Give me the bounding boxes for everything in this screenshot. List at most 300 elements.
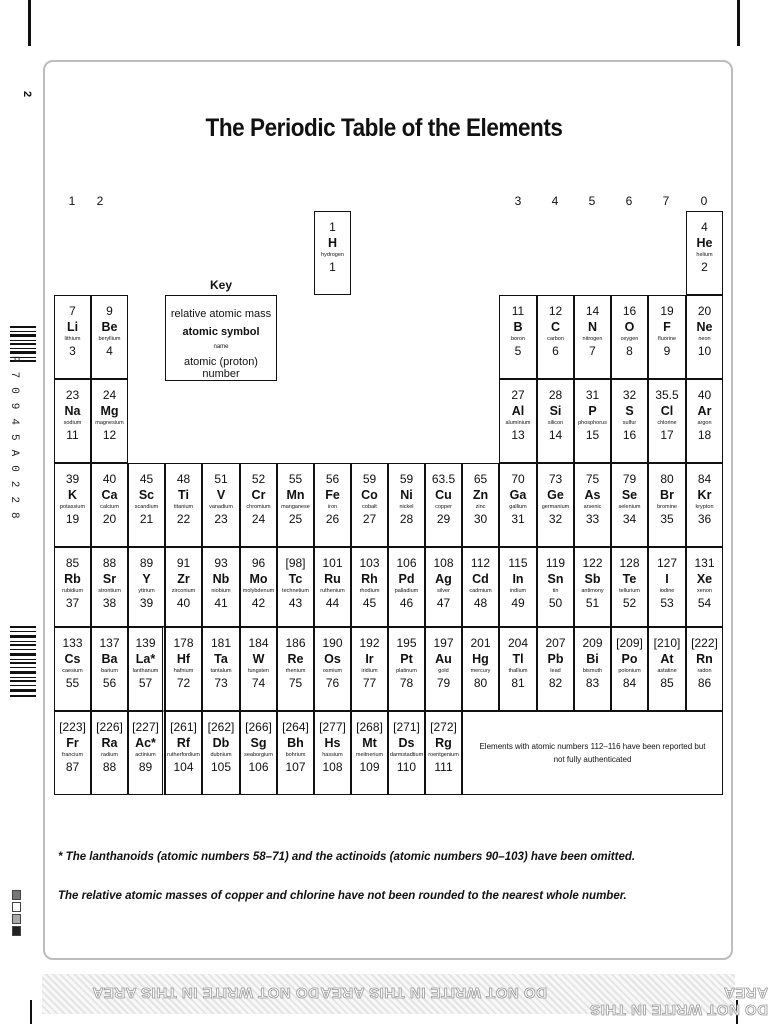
- element-symbol: Ti: [178, 488, 189, 502]
- element-symbol: N: [587, 320, 598, 334]
- element-cell: [128, 463, 165, 547]
- element-symbol: Au: [435, 652, 452, 666]
- element-symbol: Cl: [660, 404, 674, 418]
- element-mass: 51: [214, 472, 228, 486]
- element-number: 35: [660, 512, 674, 526]
- element-mass: 31: [585, 388, 600, 402]
- element-cell: [462, 627, 499, 711]
- element-name: gallium: [509, 504, 527, 510]
- element-name: astatine: [657, 668, 677, 674]
- element-name: radium: [101, 752, 118, 758]
- element-number: 40: [176, 596, 191, 610]
- element-mass: [262]: [207, 720, 235, 734]
- element-mass: 75: [585, 472, 600, 486]
- element-name: copper: [435, 504, 452, 510]
- element-name: sulfur: [622, 420, 637, 426]
- element-symbol: Po: [621, 652, 638, 666]
- element-name: hafnium: [173, 668, 194, 674]
- element-number: 36: [697, 512, 712, 526]
- element-name: helium: [696, 252, 713, 258]
- element-symbol: Rn: [696, 652, 713, 666]
- element-symbol: Kr: [697, 488, 712, 502]
- element-mass: 55: [288, 472, 303, 486]
- element-number: 7: [589, 344, 596, 358]
- element-symbol: Bh: [287, 736, 304, 750]
- element-symbol: O: [624, 320, 635, 334]
- element-number: 3: [69, 344, 76, 358]
- element-number: 104: [173, 760, 194, 774]
- element-cell: [314, 711, 351, 795]
- element-mass: 119: [545, 556, 566, 570]
- element-cell: [314, 547, 351, 627]
- element-number: 55: [65, 676, 80, 690]
- element-mass: [261]: [170, 720, 197, 734]
- element-cell: [165, 547, 202, 627]
- element-symbol: Pb: [547, 652, 564, 666]
- element-cell: [388, 627, 425, 711]
- element-number: 110: [396, 760, 417, 774]
- element-mass: 14: [585, 304, 600, 318]
- element-mass: 23: [65, 388, 80, 402]
- element-cell: [91, 463, 128, 547]
- element-number: 2: [701, 260, 708, 274]
- element-cell: [351, 463, 388, 547]
- element-number: 107: [285, 760, 306, 774]
- element-cell: [425, 627, 462, 711]
- element-mass: 12: [548, 304, 563, 318]
- element-mass: [266]: [245, 720, 272, 734]
- element-name: francium: [61, 752, 84, 758]
- element-name: darmstadtium: [389, 752, 424, 758]
- element-symbol: Si: [549, 404, 562, 418]
- element-symbol: Ir: [365, 652, 374, 666]
- element-mass: 9: [106, 304, 113, 318]
- element-name: platinum: [396, 668, 417, 674]
- element-number: 83: [585, 676, 600, 690]
- element-cell: [240, 627, 277, 711]
- element-symbol: Sr: [102, 572, 117, 586]
- element-cell: [611, 547, 648, 627]
- element-symbol: Hg: [472, 652, 489, 666]
- element-name: magnesium: [95, 420, 124, 426]
- element-cell: [314, 211, 351, 295]
- element-name: niobium: [211, 588, 231, 594]
- element-name: osmium: [322, 668, 343, 674]
- element-symbol: La*: [135, 652, 156, 666]
- element-name: barium: [101, 668, 118, 674]
- element-mass: 84: [697, 472, 712, 486]
- element-number: 81: [511, 676, 525, 690]
- element-cell: [611, 379, 648, 463]
- element-cell: [425, 547, 462, 627]
- element-mass: 186: [285, 636, 306, 650]
- element-symbol: Ac*: [135, 736, 156, 750]
- element-name: lithium: [64, 336, 81, 342]
- element-mass: 112: [470, 556, 491, 570]
- element-number: 82: [548, 676, 563, 690]
- element-cell: [462, 547, 499, 627]
- element-name: tantalum: [210, 668, 232, 674]
- element-cell: [574, 627, 611, 711]
- element-symbol: Rf: [176, 736, 191, 750]
- element-symbol: Sb: [584, 572, 601, 586]
- element-number: 11: [66, 428, 79, 442]
- element-symbol: Be: [101, 320, 118, 334]
- element-number: 16: [622, 428, 637, 442]
- element-mass: 106: [396, 556, 417, 570]
- element-number: 22: [176, 512, 191, 526]
- element-name: strontium: [98, 588, 121, 594]
- element-symbol: Tc: [288, 572, 303, 586]
- key-number: atomic (proton) number: [184, 356, 258, 380]
- element-cell: [351, 547, 388, 627]
- element-number: 13: [511, 428, 525, 442]
- element-mass: 127: [656, 556, 678, 570]
- element-symbol: Nb: [212, 572, 230, 586]
- element-cell: [686, 547, 723, 627]
- element-number: 21: [139, 512, 154, 526]
- group-number: 7: [662, 194, 670, 208]
- element-symbol: Zr: [177, 572, 190, 586]
- element-cell: [165, 627, 202, 711]
- key-box: [165, 295, 277, 381]
- element-number: 53: [660, 596, 674, 610]
- element-symbol: Xe: [696, 572, 713, 586]
- crop-mark: [28, 0, 31, 46]
- element-mass: 52: [251, 472, 266, 486]
- element-mass: 184: [248, 636, 269, 650]
- element-cell: [499, 547, 537, 627]
- element-name: selenium: [618, 504, 641, 510]
- element-mass: [223]: [59, 720, 86, 734]
- element-cell: [537, 295, 574, 379]
- element-mass: 204: [507, 636, 529, 650]
- element-number: 29: [436, 512, 451, 526]
- element-number: 105: [210, 760, 232, 774]
- element-name: silver: [437, 588, 450, 594]
- element-name: thallium: [508, 668, 528, 674]
- element-name: cobalt: [362, 504, 377, 510]
- element-symbol: Cu: [435, 488, 452, 502]
- element-symbol: Rh: [361, 572, 378, 586]
- element-name: polonium: [618, 668, 641, 674]
- element-symbol: S: [625, 404, 634, 418]
- element-number: 80: [473, 676, 488, 690]
- element-number: 18: [697, 428, 712, 442]
- element-cell: [648, 547, 686, 627]
- element-cell: [277, 463, 314, 547]
- element-symbol: Ar: [697, 404, 712, 418]
- element-name: manganese: [281, 504, 310, 510]
- element-symbol: Os: [324, 652, 341, 666]
- element-number: 51: [585, 596, 600, 610]
- footnote-lanthanoids: * The lanthanoids (atomic numbers 58–71) and the actinoids (atomic numbers 90–103) have been omitted.: [58, 851, 636, 863]
- element-number: 24: [251, 512, 266, 526]
- element-mass: [277]: [319, 720, 346, 734]
- element-name: seaborgium: [244, 752, 273, 758]
- element-number: 74: [251, 676, 266, 690]
- element-name: actinium: [135, 752, 156, 758]
- element-symbol: H: [327, 236, 338, 250]
- element-cell: [91, 379, 128, 463]
- element-number: 86: [697, 676, 712, 690]
- element-name: cadmium: [469, 588, 492, 594]
- element-mass: 115: [508, 556, 528, 570]
- element-number: 37: [65, 596, 80, 610]
- element-mass: 63.5: [431, 472, 456, 486]
- element-mass: [226]: [96, 720, 123, 734]
- element-symbol: At: [660, 652, 674, 666]
- element-cell: [54, 379, 91, 463]
- element-name: iodine: [659, 588, 675, 594]
- element-mass: 181: [210, 636, 232, 650]
- element-number: 5: [514, 344, 522, 358]
- element-name: technetium: [282, 588, 309, 594]
- element-symbol: Pd: [398, 572, 415, 586]
- group-number: 0: [700, 194, 708, 208]
- element-symbol: Re: [287, 652, 304, 666]
- element-name: scandium: [134, 504, 159, 510]
- element-name: arsenic: [583, 504, 602, 510]
- element-symbol: Te: [622, 572, 637, 586]
- element-number: 45: [362, 596, 377, 610]
- element-cell: [202, 711, 240, 795]
- element-cell: [314, 627, 351, 711]
- element-symbol: Al: [511, 404, 525, 418]
- element-number: 106: [248, 760, 269, 774]
- element-mass: 40: [102, 472, 117, 486]
- element-cell: [54, 463, 91, 547]
- element-number: 27: [362, 512, 377, 526]
- element-cell: [202, 547, 240, 627]
- element-name: palladium: [394, 588, 419, 594]
- element-name: caesium: [62, 668, 83, 674]
- element-mass: 73: [548, 472, 563, 486]
- element-number: 41: [214, 596, 228, 610]
- element-number: 6: [552, 344, 559, 358]
- element-name: rutherfordium: [167, 752, 200, 758]
- element-cell: [54, 711, 91, 795]
- element-symbol: Mt: [362, 736, 377, 750]
- element-name: titanium: [173, 504, 194, 510]
- element-cell: [91, 547, 128, 627]
- element-cell: [277, 547, 314, 627]
- element-cell: [537, 463, 574, 547]
- element-mass: 88: [102, 556, 117, 570]
- element-name: beryllium: [98, 336, 121, 342]
- element-name: bismuth: [582, 668, 603, 674]
- element-mass: 131: [694, 556, 715, 570]
- element-symbol: Ag: [435, 572, 452, 586]
- element-symbol: Co: [361, 488, 378, 502]
- element-number: 77: [362, 676, 377, 690]
- element-symbol: Sn: [547, 572, 564, 586]
- element-number: 75: [288, 676, 303, 690]
- element-name: antimony: [581, 588, 604, 594]
- element-name: gold: [438, 668, 449, 674]
- element-number: 108: [322, 760, 343, 774]
- element-symbol: Cr: [251, 488, 266, 502]
- element-number: 20: [102, 512, 117, 526]
- element-number: 25: [288, 512, 303, 526]
- group-number: 4: [551, 194, 559, 208]
- element-name: ruthenium: [320, 588, 345, 594]
- element-symbol: Fr: [66, 736, 79, 750]
- element-cell: [574, 463, 611, 547]
- element-cell: [425, 463, 462, 547]
- element-symbol: Ta: [214, 652, 228, 666]
- element-cell: [91, 627, 128, 711]
- element-mass: 89: [139, 556, 154, 570]
- element-cell: [240, 711, 277, 795]
- element-name: chlorine: [657, 420, 677, 426]
- element-number: 28: [399, 512, 414, 526]
- element-number: 54: [697, 596, 712, 610]
- element-number: 85: [660, 676, 674, 690]
- element-mass: 195: [396, 636, 417, 650]
- element-mass: 122: [582, 556, 603, 570]
- element-mass: 85: [65, 556, 80, 570]
- element-number: 47: [436, 596, 451, 610]
- element-symbol: Se: [621, 488, 638, 502]
- element-mass: 32: [622, 388, 637, 402]
- element-symbol: Rg: [435, 736, 452, 750]
- element-number: 14: [548, 428, 563, 442]
- element-name: boron: [510, 336, 526, 342]
- element-number: 57: [138, 676, 153, 690]
- element-symbol: B: [513, 320, 523, 334]
- element-name: fluorine: [657, 336, 677, 342]
- element-mass: [209]: [616, 636, 643, 650]
- page-number: 2: [21, 90, 34, 98]
- element-number: 10: [697, 344, 712, 358]
- element-number: 42: [251, 596, 266, 610]
- element-symbol: Fe: [325, 488, 340, 502]
- element-mass: 96: [251, 556, 266, 570]
- element-cell: [537, 379, 574, 463]
- element-mass: [210]: [653, 636, 681, 650]
- element-cell: [499, 295, 537, 379]
- element-name: phosphorus: [578, 420, 607, 426]
- element-cell: [54, 295, 91, 379]
- element-name: neon: [698, 336, 711, 342]
- element-mass: 201: [470, 636, 491, 650]
- element-name: germanium: [541, 504, 570, 510]
- element-symbol: V: [216, 488, 226, 502]
- element-symbol: Ga: [509, 488, 527, 502]
- element-mass: 4: [701, 220, 708, 234]
- element-name: aluminium: [505, 420, 531, 426]
- element-cell: [686, 463, 723, 547]
- element-symbol: Cd: [472, 572, 489, 586]
- element-mass: 27: [511, 388, 525, 402]
- element-cell: [611, 627, 648, 711]
- page-title: The Periodic Table of the Elements: [205, 114, 563, 142]
- element-number: 87: [65, 760, 80, 774]
- element-name: rubidium: [61, 588, 84, 594]
- element-name: nitrogen: [582, 336, 603, 342]
- element-name: rhenium: [285, 668, 306, 674]
- element-name: chromium: [246, 504, 271, 510]
- element-symbol: Hs: [324, 736, 341, 750]
- element-name: potassium: [59, 504, 86, 510]
- element-number: 12: [102, 428, 117, 442]
- element-cell: [54, 627, 91, 711]
- element-symbol: Db: [212, 736, 230, 750]
- element-number: 4: [106, 344, 113, 358]
- element-cell: [165, 463, 202, 547]
- element-cell: [686, 295, 723, 379]
- element-name: molybdenum: [242, 588, 275, 594]
- element-number: 48: [473, 596, 488, 610]
- element-cell: [499, 463, 537, 547]
- element-number: 44: [325, 596, 340, 610]
- element-cell: [686, 627, 723, 711]
- element-symbol: C: [550, 320, 561, 334]
- element-symbol: Ra: [101, 736, 118, 750]
- element-number: 9: [663, 344, 671, 358]
- element-cell: [128, 711, 165, 795]
- element-mass: 192: [359, 636, 380, 650]
- element-cell: [499, 379, 537, 463]
- element-name: tungsten: [247, 668, 270, 674]
- element-name: krypton: [695, 504, 714, 510]
- element-mass: 80: [660, 472, 674, 486]
- element-mass: 59: [399, 472, 414, 486]
- element-name: mercury: [470, 668, 491, 674]
- element-cell: [499, 627, 537, 711]
- element-mass: 48: [176, 472, 191, 486]
- element-cell: [351, 711, 388, 795]
- element-mass: 28: [548, 388, 563, 402]
- key-name: name: [213, 344, 229, 350]
- element-symbol: Br: [660, 488, 674, 502]
- element-mass: 137: [99, 636, 120, 650]
- element-cell: [128, 547, 165, 627]
- element-cell: [388, 711, 425, 795]
- element-number: 111: [434, 760, 453, 774]
- element-mass: 45: [139, 472, 154, 486]
- registration-marks: [12, 890, 21, 938]
- element-symbol: Bi: [586, 652, 599, 666]
- element-name: yttrium: [138, 588, 155, 594]
- element-number: 73: [214, 676, 228, 690]
- element-name: silicon: [547, 420, 564, 426]
- element-number: 76: [325, 676, 340, 690]
- key-symbol: atomic symbol: [182, 326, 260, 338]
- element-cell: [648, 463, 686, 547]
- element-mass: 19: [660, 304, 674, 318]
- element-symbol: Tl: [512, 652, 524, 666]
- element-mass: [271]: [393, 720, 420, 734]
- footnote-rounding: The relative atomic masses of copper and chlorine have not been rounded to the nearest whole number.: [58, 890, 627, 902]
- element-mass: 91: [176, 556, 191, 570]
- element-name: rhodium: [359, 588, 380, 594]
- element-name: indium: [509, 588, 527, 594]
- element-cell: [128, 627, 165, 711]
- element-cell: [686, 379, 723, 463]
- crop-mark: [30, 1000, 32, 1024]
- element-mass: 178: [173, 636, 194, 650]
- key-mass: relative atomic mass: [170, 308, 272, 320]
- element-cell: [611, 463, 648, 547]
- element-symbol: F: [663, 320, 671, 334]
- element-mass: 133: [62, 636, 83, 650]
- element-name: bromine: [657, 504, 677, 510]
- element-cell: [574, 295, 611, 379]
- element-number: 72: [176, 676, 191, 690]
- element-cell: [351, 627, 388, 711]
